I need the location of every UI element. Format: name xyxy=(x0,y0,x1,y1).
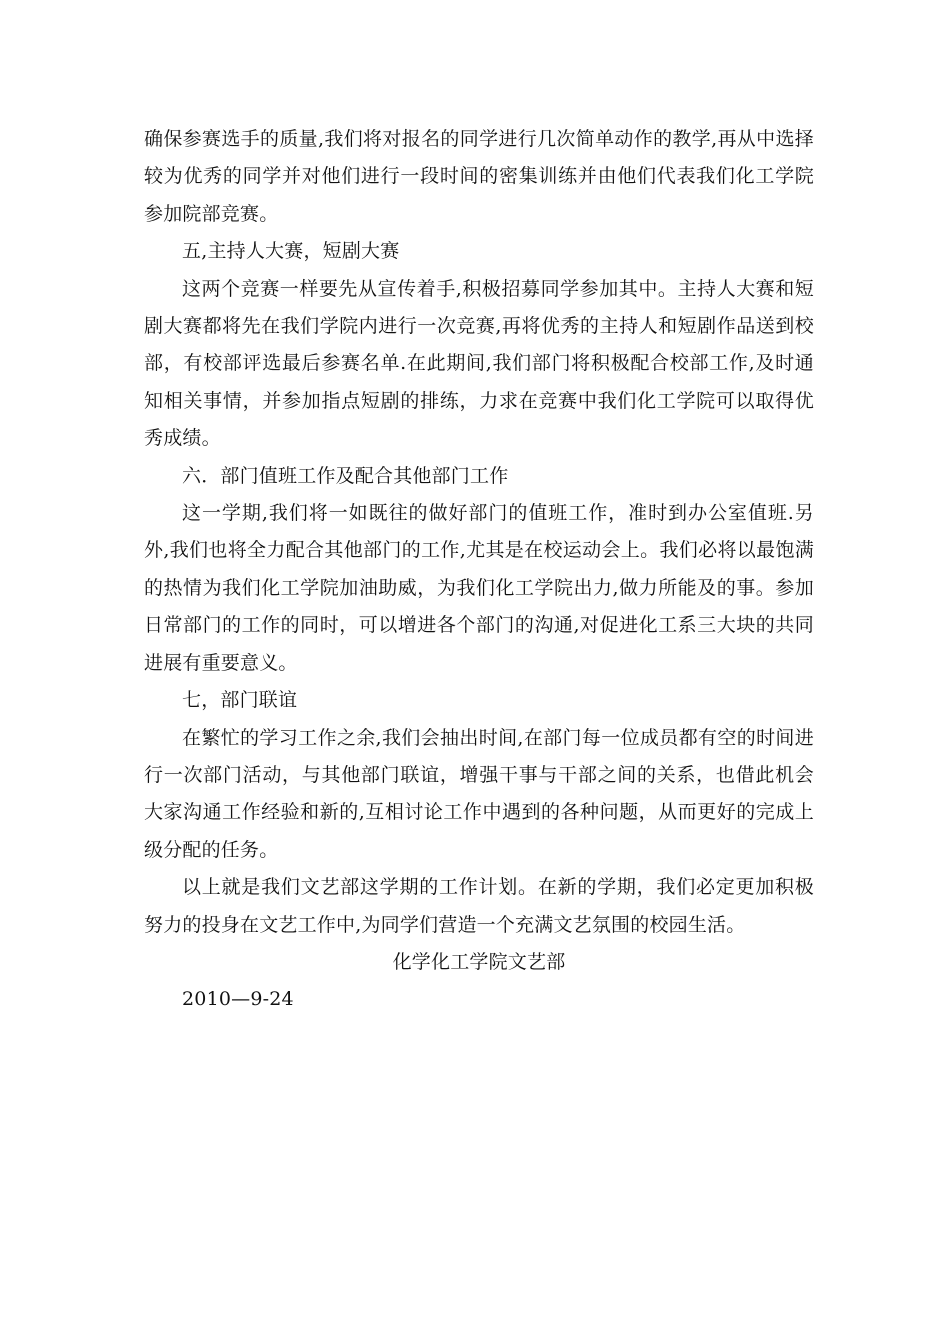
section-heading-duty-and-cooperation: 六．部门值班工作及配合其他部门工作 xyxy=(182,464,509,487)
section-heading-department-social: 七，部门联谊 xyxy=(182,689,298,712)
paragraph-conclusion: 以上就是我们文艺部这学期的工作计划。在新的学期，我们必定更加积极努力的投身在文艺工作中,为同学们营造一个充满文艺氛围的校园生活。 xyxy=(144,876,814,936)
document-date: 2010—9-24 xyxy=(182,988,294,1011)
paragraph-continuation: 确保参赛选手的质量,我们将对报名的同学进行几次简单动作的教学,再从中选择较为优秀的同学并对他们进行一段时间的密集训练并由他们代表我们化工学院参加院部竞赛。 xyxy=(144,128,814,225)
signature: 化学化工学院文艺部 xyxy=(392,950,566,973)
document-body xyxy=(144,121,814,1019)
paragraph-department-social: 在繁忙的学习工作之余,我们会抽出时间,在部门每一位成员都有空的时间进行一次部门活动，与其他部门联谊，增强干事与干部之间的关系，也借此机会大家沟通工作经验和新的,互相讨论工作中遇到的各种问题，从而更好的完成上级分配的任务。 xyxy=(144,726,814,861)
section-heading-host-and-skit-contest: 五,主持人大赛，短剧大赛 xyxy=(182,240,400,263)
paragraph-host-and-skit-contest: 这两个竞赛一样要先从宣传着手,积极招募同学参加其中。主持人大赛和短剧大赛都将先在我们学院内进行一次竞赛,再将优秀的主持人和短剧作品送到校部，有校部评选最后参赛名单.在此期间,我们部门将积极配合校部工作,及时通知相关事情，并参加指点短剧的排练，力求在竞赛中我们化工学院可以取得优秀成绩。 xyxy=(144,277,814,450)
paragraph-duty-and-cooperation: 这一学期,我们将一如既往的做好部门的值班工作，准时到办公室值班.另外,我们也将全力配合其他部门的工作,尤其是在校运动会上。我们必将以最饱满的热情为我们化工学院加油助威，为我们化工学院出力,做力所能及的事。参加日常部门的工作的同时，可以增进各个部门的沟通,对促进化工系三大块的共同进展有重要意义。 xyxy=(144,502,814,674)
